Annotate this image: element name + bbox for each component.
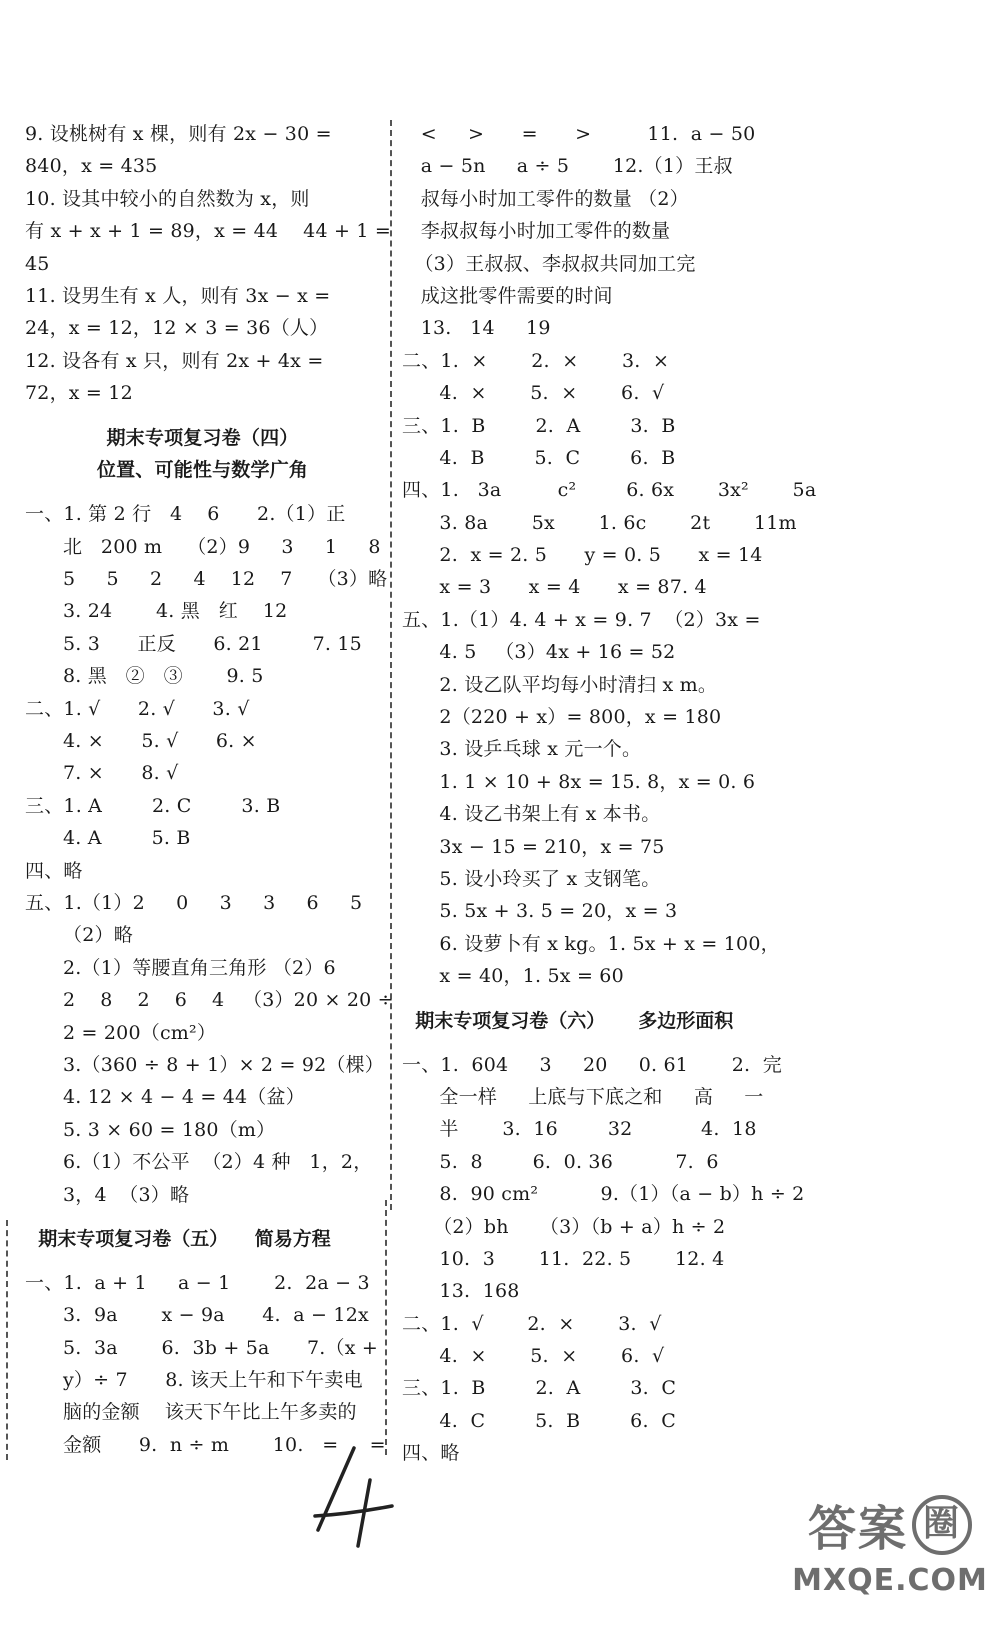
section-title: 位置、可能性与数学广角 bbox=[96, 458, 309, 481]
section-title: 期末专项复习卷（五） 简易方程 bbox=[25, 1227, 331, 1250]
answer-line: 1. 1 × 10 + 8x = 15. 8，x = 0. 6 bbox=[402, 770, 756, 793]
answer-line: y）÷ 7 8. 该天上午和下午卖电 bbox=[63, 1369, 363, 1392]
answer-line: 5. 设小玲买了 x 支钢笔。 bbox=[402, 867, 661, 890]
answer-line: 5 5 2 4 12 7 （3）略 bbox=[63, 568, 388, 591]
answer-line: 二、1. √ 2. √ 3. √ bbox=[25, 697, 250, 720]
answer-line: 2 8 2 6 4 （3）20 × 20 ÷ bbox=[63, 989, 394, 1012]
answer-line: 3. 设乒乓球 x 元一个。 bbox=[402, 738, 642, 761]
column-divider-lower bbox=[385, 1200, 387, 1455]
answer-line: 3. 24 4. 黑 红 12 bbox=[63, 600, 288, 623]
answer-line: 三、1. A 2. C 3. B bbox=[25, 794, 281, 817]
answer-line: 脑的金额 该天下午比上午多卖的 bbox=[63, 1401, 357, 1424]
answer-line: 4. × 5. × 6. √ bbox=[402, 382, 665, 405]
answer-line: 5. 5x + 3. 5 = 20，x = 3 bbox=[402, 900, 678, 923]
section-gap bbox=[402, 993, 764, 1005]
answer-line: 半 3. 16 32 4. 18 bbox=[402, 1118, 757, 1141]
answer-line: 五、1.（1）2 0 3 3 6 5 bbox=[25, 891, 363, 914]
answer-line: 72，x = 12 bbox=[25, 382, 133, 405]
answer-line: 5. 3a 6. 3b + 5a 7.（x + bbox=[63, 1336, 379, 1359]
answer-line: 4. A 5. B bbox=[63, 827, 191, 850]
answer-line: 4. B 5. C 6. B bbox=[402, 446, 676, 469]
answer-column-left bbox=[25, 118, 394, 1461]
answer-line: 3. 9a x − 9a 4. a − 12x bbox=[63, 1304, 369, 1327]
answer-line: 一、1. 604 3 20 0. 61 2. 完 bbox=[402, 1053, 782, 1076]
answer-line: 4. 5 （3）4x + 16 = 52 bbox=[402, 641, 676, 664]
answer-line: （2）略 bbox=[63, 924, 133, 947]
answer-line: 4. 设乙书架上有 x 本书。 bbox=[402, 803, 661, 826]
answer-line: 三、1. B 2. A 3. C bbox=[402, 1377, 677, 1400]
section-gap bbox=[25, 1255, 380, 1267]
answer-line: 一、1. 第 2 行 4 6 2.（1）正 bbox=[25, 503, 346, 526]
answer-line: 13. 14 19 bbox=[402, 317, 551, 340]
answer-line: 4. × 5. √ 6. × bbox=[63, 730, 257, 753]
answer-line: 45 bbox=[25, 252, 50, 275]
answer-line: 三、1. B 2. A 3. B bbox=[402, 414, 676, 437]
watermark-text: 答案 bbox=[807, 1501, 908, 1557]
answer-line: 12. 设各有 x 只，则有 2x + 4x = bbox=[25, 349, 324, 372]
answer-line: 5. 8 6. 0. 36 7. 6 bbox=[402, 1150, 719, 1173]
answer-line: 五、1.（1）4. 4 + x = 9. 7 （2）3x = bbox=[402, 608, 761, 631]
answer-line: 10. 3 11. 22. 5 12. 4 bbox=[402, 1247, 725, 1270]
section-title: 期末专项复习卷（四） bbox=[106, 426, 299, 449]
section-gap bbox=[25, 1211, 380, 1223]
answer-line: 北 200 m （2）9 3 1 8 bbox=[63, 535, 381, 558]
answer-line: 7. × 8. √ bbox=[63, 762, 179, 785]
section-title: 期末专项复习卷（六） 多边形面积 bbox=[402, 1009, 734, 1032]
answer-line: 8. 90 cm² 9.（1）（a − b）h ÷ 2 bbox=[402, 1183, 805, 1206]
watermark-url: MXQE.COM bbox=[792, 1563, 988, 1598]
answer-line: 2. 设乙队平均每小时清扫 x m。 bbox=[402, 673, 718, 696]
answer-line: 2.（1）等腰直角三角形 （2）6 bbox=[63, 956, 336, 979]
answer-line: 二、1. √ 2. × 3. √ bbox=[402, 1312, 662, 1335]
answer-line: 一、1. a + 1 a − 1 2. 2a − 3 bbox=[25, 1271, 370, 1294]
answer-line: 3. 8a 5x 1. 6c 2t 11m bbox=[402, 511, 797, 534]
answer-line: 4. 12 × 4 − 4 = 44（盆） bbox=[63, 1086, 305, 1109]
answer-line: x = 40，1. 5x = 60 bbox=[402, 965, 624, 988]
answer-line: a − 5n a ÷ 5 12.（1）王叔 bbox=[402, 155, 733, 178]
answer-line: 3x − 15 = 210，x = 75 bbox=[402, 835, 665, 858]
site-watermark bbox=[790, 1490, 990, 1620]
answer-line: 6. 设萝卜有 x kg。1. 5x + x = 100， bbox=[402, 932, 780, 955]
column-divider bbox=[390, 120, 392, 1210]
answer-line: 8. 黑 ② ③ 9. 5 bbox=[63, 665, 264, 688]
answer-line: 13. 168 bbox=[402, 1280, 520, 1303]
answer-line: 2 = 200（cm²） bbox=[63, 1021, 217, 1044]
answer-line: 5. 3 正反 6. 21 7. 15 bbox=[63, 632, 362, 655]
answer-line: （2）bh （3）（b + a）h ÷ 2 bbox=[402, 1215, 726, 1238]
section-gap bbox=[25, 486, 380, 498]
answer-line: 4. C 5. B 6. C bbox=[402, 1409, 676, 1432]
answer-line: < > = > 11. a − 50 bbox=[402, 123, 756, 145]
answer-line: 3.（360 ÷ 8 + 1）× 2 = 92（棵） bbox=[63, 1053, 384, 1076]
answer-line: 5. 3 × 60 = 180（m） bbox=[63, 1118, 276, 1141]
answer-line: 成这批零件需要的时间 bbox=[402, 284, 613, 307]
answer-line: 10. 设其中较小的自然数为 x，则 bbox=[25, 187, 310, 210]
answer-line: x = 3 x = 4 x = 87. 4 bbox=[402, 576, 707, 599]
answer-line: 2. x = 2. 5 y = 0. 5 x = 14 bbox=[402, 544, 763, 567]
answer-line: 四、略 bbox=[25, 859, 83, 882]
answer-line: 9. 设桃树有 x 棵，则有 2x − 30 = bbox=[25, 123, 332, 145]
answer-line: 二、1. × 2. × 3. × bbox=[402, 349, 670, 372]
section-gap bbox=[25, 410, 380, 422]
answer-line: 全一样 上底与下底之和 高 一 bbox=[402, 1085, 764, 1108]
answer-line: 叔每小时加工零件的数量 （2） bbox=[402, 187, 689, 210]
section-gap bbox=[402, 1037, 764, 1049]
answer-line: 李叔叔每小时加工零件的数量 bbox=[402, 220, 671, 243]
left-margin-divider bbox=[6, 1220, 8, 1460]
answer-line: 4. × 5. × 6. √ bbox=[402, 1345, 665, 1368]
answer-line: 11. 设男生有 x 人，则有 3x − x = bbox=[25, 284, 331, 307]
answer-line: 2（220 + x）= 800，x = 180 bbox=[402, 706, 722, 729]
answer-line: 四、1. 3a c² 6. 6x 3x² 5a bbox=[402, 479, 817, 502]
handwritten-page-number bbox=[310, 1440, 400, 1550]
answer-line: 金额 9. n ÷ m 10. = = bbox=[63, 1433, 386, 1456]
answer-line: 四、略 bbox=[402, 1442, 460, 1465]
watermark-badge-icon: 圈 bbox=[912, 1495, 972, 1555]
answer-line: 840，x = 435 bbox=[25, 155, 158, 178]
answer-line: （3）王叔叔、李叔叔共同加工完 bbox=[402, 252, 696, 275]
answer-line: 3，4 （3）略 bbox=[63, 1183, 190, 1206]
answer-line: 有 x + x + 1 = 89，x = 44 44 + 1 = bbox=[25, 220, 392, 243]
answer-column-right bbox=[402, 118, 817, 1470]
answer-line: 6.（1）不公平 （2）4 种 1，2， bbox=[63, 1151, 373, 1174]
answer-line: 24，x = 12，12 × 3 = 36（人） bbox=[25, 317, 329, 340]
